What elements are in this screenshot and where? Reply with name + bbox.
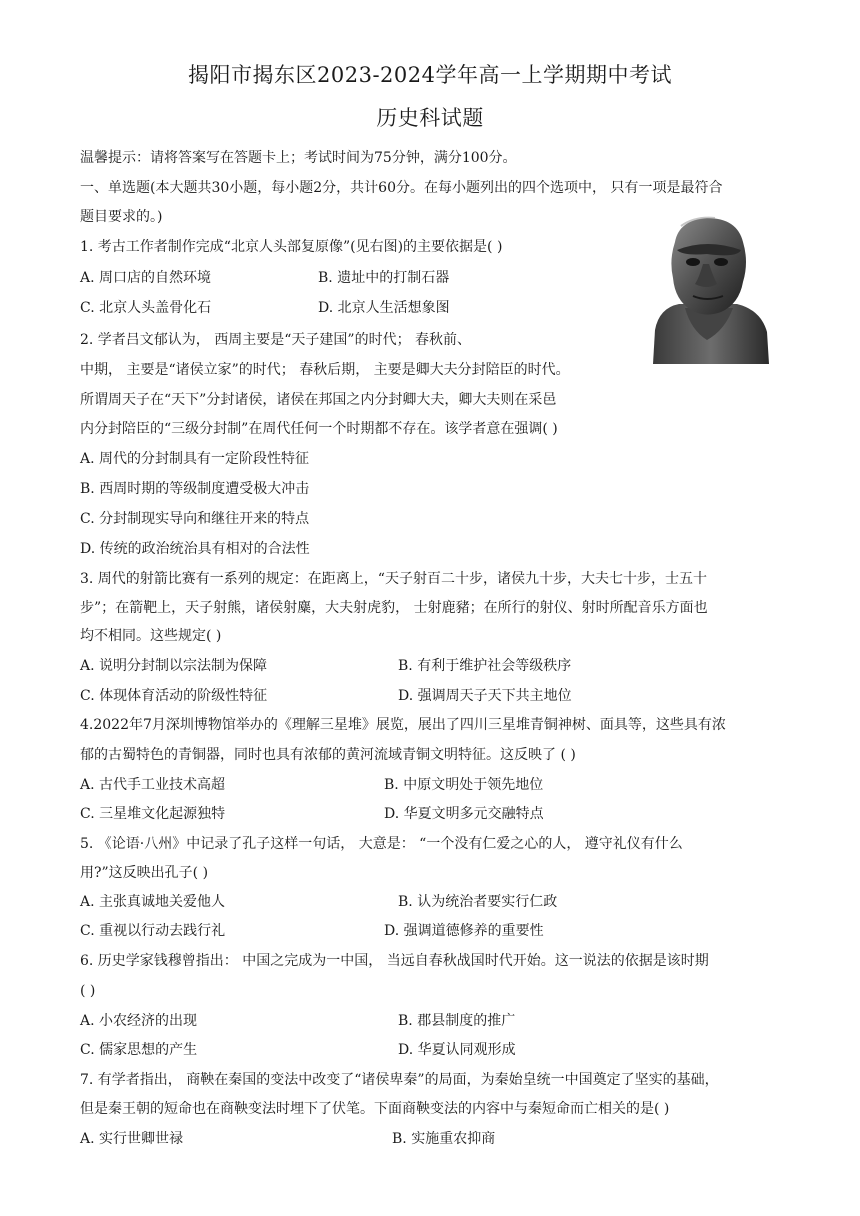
exam-title: 揭阳市揭东区2023-2024学年高一上学期期中考试 <box>188 63 672 87</box>
q2-stem-line2: 中期， 主要是“诸侯立家”的时代； 春秋后期， 主要是卿大夫分封陪臣的时代。 <box>80 362 570 378</box>
q3-stem-line3: 均不相同。这些规定( ) <box>80 628 222 644</box>
q5-option-a: A. 主张真诚地关爱他人 <box>80 894 226 910</box>
peking-man-bust-image <box>645 212 773 364</box>
q1-option-a: A. 周口店的自然环境 <box>80 270 212 286</box>
q1-option-c: C. 北京人头盖骨化石 <box>80 300 212 316</box>
q4-option-d: D. 华夏文明多元交融特点 <box>384 806 544 822</box>
q2-option-d: D. 传统的政治统治具有相对的合法性 <box>80 541 310 557</box>
q6-option-d: D. 华夏认同观形成 <box>398 1042 516 1058</box>
q7-stem-line2: 但是秦王朝的短命也在商鞅变法时埋下了伏笔。下面商鞅变法的内容中与秦短命而亡相关的是( ) <box>80 1101 670 1117</box>
q6-stem-line2: ( ) <box>80 983 96 999</box>
q1-option-d: D. 北京人生活想象图 <box>318 300 450 316</box>
q3-option-c: C. 体现体育活动的阶级性特征 <box>80 688 268 704</box>
q4-option-c: C. 三星堆文化起源独特 <box>80 806 226 822</box>
q1-option-b: B. 遗址中的打制石器 <box>318 270 450 286</box>
q4-stem-line2: 郁的古蜀特色的青铜器，同时也具有浓郁的黄河流域青铜文明特征。这反映了 ( ) <box>80 747 576 763</box>
q2-stem-line3: 所谓周天子在“天下”分封诸侯，诸侯在邦国之内分封卿大夫，卿大夫则在采邑 <box>80 392 557 408</box>
q5-stem-line2: 用?”这反映出孔子( ) <box>80 865 209 881</box>
exam-subtitle: 历史科试题 <box>376 106 484 130</box>
section-heading-cont: 题目要求的。) <box>80 209 163 225</box>
q7-option-b: B. 实施重农抑商 <box>392 1131 496 1147</box>
exam-tip: 温馨提示：请将答案写在答题卡上；考试时间为75分钟，满分100分。 <box>80 150 517 166</box>
q4-option-a: A. 古代手工业技术高超 <box>80 777 226 793</box>
q2-stem-line1: 2. 学者吕文郁认为， 西周主要是“天子建国”的时代； 春秋前、 <box>80 332 472 348</box>
q3-option-a: A. 说明分封制以宗法制为保障 <box>80 658 268 674</box>
q3-option-b: B. 有利于维护社会等级秩序 <box>398 658 572 674</box>
q3-stem-line2: 步”；在箭靶上，天子射熊，诸侯射麋，大夫射虎豹， 士射鹿豬；在所行的射仪、射时所配音乐方面也 <box>80 600 708 616</box>
q2-option-c: C. 分封制现实导向和继往开来的特点 <box>80 511 310 527</box>
q5-option-d: D. 强调道德修养的重要性 <box>384 923 544 939</box>
q2-stem-line4: 内分封陪臣的“三级分封制”在周代任何一个时期都不存在。该学者意在强调( ) <box>80 421 558 437</box>
q7-option-a: A. 实行世卿世禄 <box>80 1131 184 1147</box>
q1-stem: 1. 考古工作者制作完成“北京人头部复原像”(见右图)的主要依据是( ) <box>80 239 503 255</box>
q6-option-b: B. 郡县制度的推广 <box>398 1013 516 1029</box>
q6-option-a: A. 小农经济的出现 <box>80 1013 198 1029</box>
section-heading: 一、单选题(本大题共30小题，每小题2分，共计60分。在每小题列出的四个选项中， 只有一项是最符合 <box>80 180 723 196</box>
q6-stem-line1: 6. 历史学家钱穆曾指出： 中国之完成为一中国， 当远自春秋战国时代开始。这一说法的依据是该时期 <box>80 953 709 969</box>
q5-option-b: B. 认为统治者要实行仁政 <box>398 894 558 910</box>
q5-stem-line1: 5. 《论语·八州》中记录了孔子这样一句话， 大意是： “一个没有仁爱之心的人， 遵守礼仪有什么 <box>80 836 683 852</box>
q2-option-a: A. 周代的分封制具有一定阶段性特征 <box>80 451 310 467</box>
q6-option-c: C. 儒家思想的产生 <box>80 1042 198 1058</box>
q3-option-d: D. 强调周天子天下共主地位 <box>398 688 572 704</box>
q4-stem-line1: 4.2022年7月深圳博物馆举办的《理解三星堆》展览，展出了四川三星堆青铜神树、面具等，这些具有浓 <box>80 717 726 733</box>
q4-option-b: B. 中原文明处于领先地位 <box>384 777 544 793</box>
q5-option-c: C. 重视以行动去践行礼 <box>80 923 226 939</box>
q2-option-b: B. 西周时期的等级制度遭受极大冲击 <box>80 481 310 497</box>
q3-stem-line1: 3. 周代的射箭比赛有一系列的规定：在距离上，“天子射百二十步，诸侯九十步，大夫七十步，士五十 <box>80 571 707 587</box>
q7-stem-line1: 7. 有学者指出， 商鞅在秦国的变法中改变了“诸侯卑秦”的局面，为秦始皇统一中国奠定了坚实的基础， <box>80 1072 719 1088</box>
